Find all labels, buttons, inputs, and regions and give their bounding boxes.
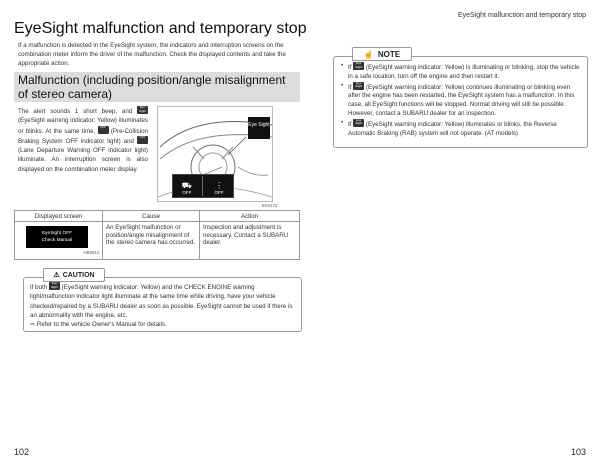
- malfunction-description: [18, 106, 148, 174]
- note-label-text: NOTE: [377, 49, 401, 59]
- car-collision-icon: ⛟: [181, 181, 192, 190]
- warning-triangle-icon: ⚠: [53, 272, 60, 279]
- eyesight-warning-icon: Eye Sight: [353, 119, 364, 127]
- table-row: [15, 222, 300, 260]
- list-item: [341, 62, 581, 82]
- eyesight-warning-icon: Eye Sight: [353, 82, 364, 90]
- caution-text-2: (EyeSight warning indicator: Yellow) and the CHECK ENGINE warning light/malfunction indicator light illuminate at the same time while driving, have your vehicle checked/repaired by a SUBARU dealer as soon as possible. EyeSight cannot be used if there is an abnormality with the engine, etc.: [30, 284, 293, 319]
- page-number-right: 103: [570, 447, 586, 457]
- list-item: [341, 82, 581, 119]
- body-text-3: (Pre-Collision Braking System OFF indicator light) and: [18, 127, 148, 145]
- body-text-4: (Lane Departure Warning OFF indicator light) illuminate. An interruption screen is also displayed on the combination meter display.: [18, 147, 148, 173]
- running-header: EyeSight malfunction and temporary stop: [457, 12, 586, 19]
- pcb-off-text: OFF: [182, 190, 192, 195]
- caution-label: [43, 268, 105, 282]
- intro-paragraph: If a malfunction is detected in the EyeSight system, the indicators and interruption screens on the combination meter inform the driver of the malfunction. Check the displayed contents and take the appropriate action.: [18, 42, 286, 68]
- column-header-screen: Displayed screen: [15, 211, 103, 222]
- action-cell: Inspection and adjustment is necessary. Contact a SUBARU dealer.: [200, 222, 300, 260]
- note-item-text: (EyeSight warning indicator: Yellow) continues illuminating or blinking even after the engine has been restarted, the EyeSight system has a malfunction. In this case, all EyeSight functions will be stopped. Normal driving will still be possible. However, contact a SUBARU dealer for an inspection.: [348, 83, 575, 117]
- figure-eyesight-label: Eye Sight: [248, 122, 270, 128]
- column-header-cause: Cause: [103, 211, 200, 222]
- caution-label-text: CAUTION: [62, 271, 95, 279]
- note-item-prefix: If: [348, 83, 352, 91]
- body-text-2: (EyeSight warning indicator: Yellow) illuminates or blinks. At the same time,: [18, 117, 148, 135]
- malfunction-table: [14, 210, 300, 260]
- list-item: [341, 119, 581, 139]
- ldw-off-text: OFF: [214, 190, 224, 195]
- section-heading: Malfunction (including position/angle misalignment of stereo camera): [14, 72, 300, 102]
- meter-screen-image: [26, 226, 88, 248]
- caution-reference: ⇨ Refer to the vehicle Owner's Manual for details.: [30, 321, 167, 329]
- page-title: EyeSight malfunction and temporary stop: [14, 20, 307, 37]
- note-hand-icon: ☝: [363, 49, 374, 59]
- body-text-1: The alert sounds 1 short beep, and: [18, 108, 133, 115]
- note-item-text: (EyeSight warning indicator: Yellow) is illuminating or blinking, stop the vehicle in a safe location, turn off the engine and then restart it.: [348, 64, 580, 80]
- note-list: [341, 62, 581, 138]
- lane-icon: ⋮: [215, 181, 224, 190]
- eyesight-warning-icon: Eye Sight: [137, 106, 148, 114]
- eyesight-warning-icon: Eye Sight: [49, 282, 60, 290]
- caution-text-1: If both: [30, 284, 48, 291]
- figure-code: E04172: [262, 203, 278, 208]
- displayed-screen-cell: [15, 222, 103, 260]
- screen-line-1: EyeSight OFF: [41, 231, 73, 236]
- lane-departure-warning-off-icon: OFF: [137, 136, 148, 144]
- note-item-prefix: If: [348, 120, 352, 128]
- note-item-prefix: If: [348, 64, 352, 71]
- note-label: [352, 47, 412, 61]
- screen-code: HB0014: [83, 250, 99, 255]
- column-header-action: Action: [200, 211, 300, 222]
- cause-cell: An EyeSight malfunction or position/angle misalignment of the stereo camera has occurred.: [103, 222, 200, 260]
- pre-collision-braking-off-icon: OFF: [98, 126, 109, 134]
- screen-line-2: Check Manual: [41, 238, 73, 243]
- note-item-text: (EyeSight warning indicator: Yellow) illuminates or blinks, the Reverse Automatic Braking (RAB) system will not operate. (AT models): [348, 120, 557, 137]
- pcb-off-indicator: [175, 177, 199, 195]
- indicator-divider: [202, 176, 203, 196]
- ldw-off-indicator: [207, 177, 231, 195]
- caution-text: [30, 282, 298, 329]
- eyesight-warning-icon: Eye Sight: [353, 62, 364, 70]
- off-indicator-closeup: [172, 174, 234, 198]
- page-number-left: 102: [14, 447, 30, 457]
